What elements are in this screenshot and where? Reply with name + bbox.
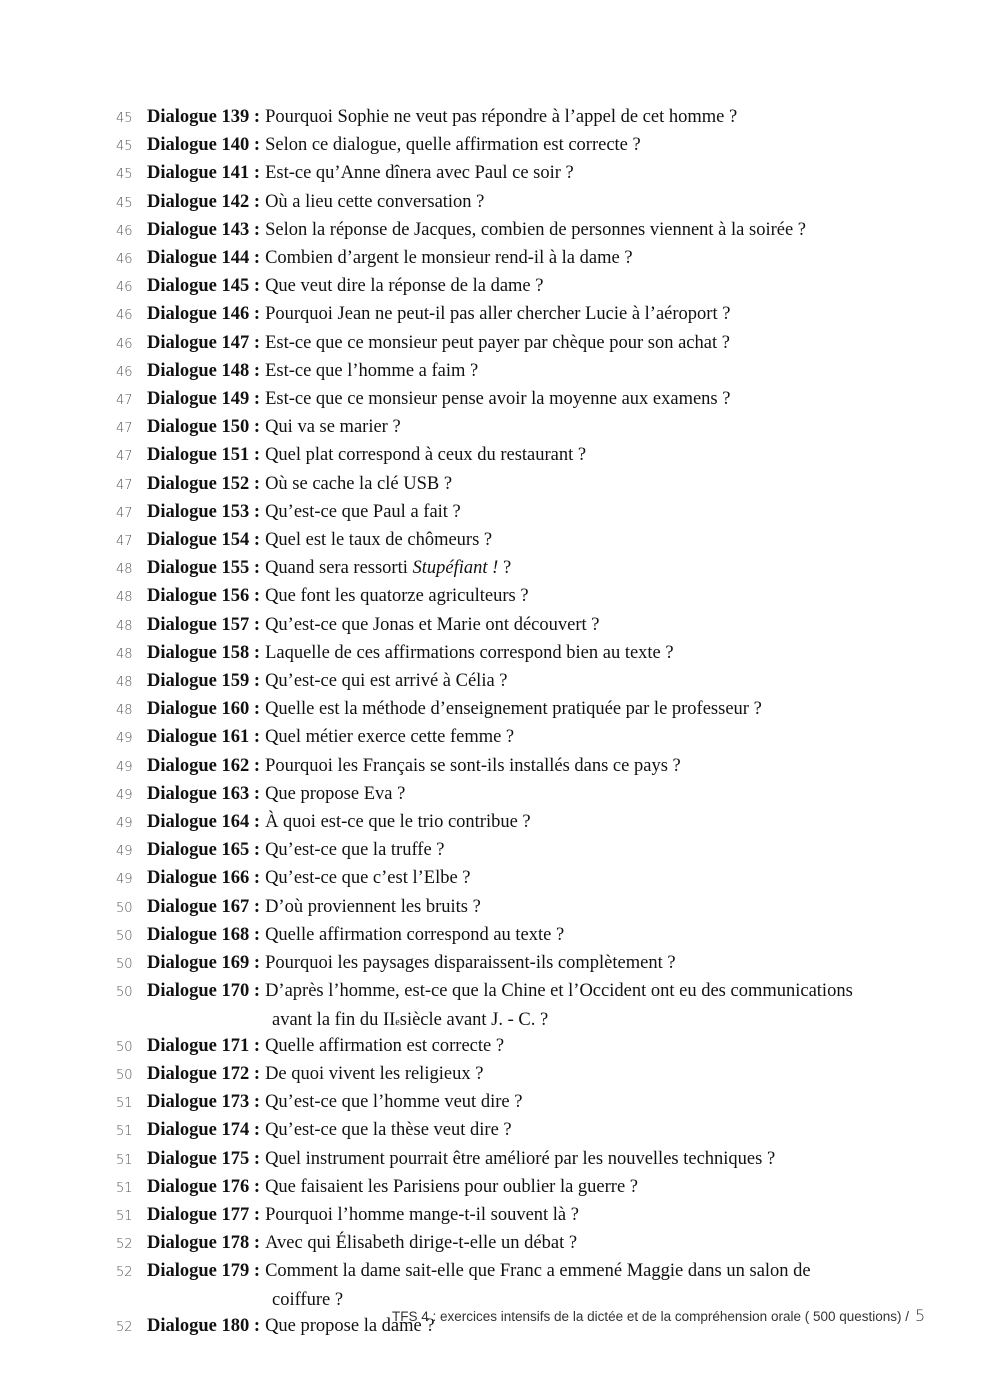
dialogue-entry	[110, 273, 910, 301]
dialogue-label: Dialogue 170 :	[147, 981, 261, 1002]
page-reference: 48	[116, 618, 133, 634]
page-reference: 52	[116, 1319, 133, 1335]
dialogue-entry	[110, 696, 910, 724]
dialogue-label: Dialogue 163 :	[147, 783, 261, 804]
dialogue-question: Quel instrument pourrait être amélioré par les nouvelles techniques ?	[265, 1148, 776, 1169]
page-reference: 50	[116, 957, 133, 973]
dialogue-text	[147, 414, 401, 440]
dialogue-text	[147, 555, 511, 581]
page-reference: 47	[116, 505, 133, 521]
page-reference: 48	[116, 703, 133, 719]
page-reference: 46	[116, 364, 133, 380]
dialogue-text	[147, 922, 564, 948]
page-reference: 50	[116, 900, 133, 916]
page-reference: 49	[116, 787, 133, 803]
dialogue-text	[147, 837, 445, 863]
dialogue-question: Quelle affirmation correspond au texte ?	[265, 924, 565, 945]
page-reference: 50	[116, 928, 133, 944]
dialogue-entry	[110, 950, 910, 978]
dialogue-label: Dialogue 158 :	[147, 642, 261, 663]
dialogue-entry	[110, 1230, 910, 1258]
dialogue-label: Dialogue 149 :	[147, 389, 261, 410]
page-reference: 48	[116, 562, 133, 578]
dialogue-text	[147, 1202, 579, 1228]
dialogue-question	[260, 1258, 811, 1284]
dialogue-label: Dialogue 156 :	[147, 586, 261, 607]
dialogue-question: Que veut dire la réponse de la dame ?	[265, 276, 544, 297]
dialogue-label: Dialogue 154 :	[147, 530, 261, 551]
dialogue-label: Dialogue 166 :	[147, 868, 261, 889]
dialogue-entry	[110, 386, 910, 414]
dialogue-question: Que font les quatorze agriculteurs ?	[265, 586, 529, 607]
dialogue-text: avant la fin du II e siècle avant J. - C. ?	[147, 1007, 548, 1033]
dialogue-text	[147, 160, 574, 186]
dialogue-text	[147, 753, 681, 779]
dialogue-text	[147, 1174, 638, 1200]
dialogue-question: Pourquoi Sophie ne veut pas répondre à l’appel de cet homme ?	[265, 107, 738, 127]
dialogue-question: Pourquoi Jean ne peut-il pas aller chercher Lucie à l’aéroport ?	[265, 304, 731, 325]
dialogue-text	[147, 724, 514, 750]
dialogue-entry	[110, 1061, 910, 1089]
dialogue-text	[147, 668, 508, 694]
dialogue-entry	[110, 922, 910, 950]
page-reference: 45	[116, 195, 133, 211]
page-reference: 51	[116, 1208, 133, 1224]
dialogue-question: Est-ce que l’homme a faim ?	[265, 360, 479, 381]
dialogue-question: Est-ce que ce monsieur pense avoir la moyenne aux examens ?	[265, 389, 731, 410]
dialogue-entry	[110, 668, 910, 696]
page-reference: 48	[116, 590, 133, 606]
dialogue-label: Dialogue 142 :	[147, 191, 261, 212]
dialogue-text	[147, 809, 531, 835]
dialogue-entry	[110, 1117, 910, 1145]
page-reference: 45	[116, 139, 133, 155]
dialogue-entry	[110, 245, 910, 273]
dialogue-text	[147, 696, 762, 722]
dialogue-text	[147, 189, 484, 215]
dialogue-entry	[110, 837, 910, 865]
dialogue-question: À quoi est-ce que le trio contribue ?	[265, 812, 531, 833]
dialogue-entry	[110, 781, 910, 809]
dialogue-question: Qu’est-ce que la truffe ?	[265, 840, 445, 861]
dialogue-text	[147, 330, 730, 356]
dialogue-question: Pourquoi les Français se sont-ils installés dans ce pays ?	[265, 755, 681, 776]
dialogue-text	[147, 1089, 522, 1115]
page-reference: 52	[116, 1237, 133, 1253]
page-reference: 51	[116, 1180, 133, 1196]
dialogue-entry	[110, 894, 910, 922]
dialogue-entry	[110, 1146, 910, 1174]
question-text: ?	[498, 558, 512, 579]
page-reference: 50	[116, 1039, 133, 1055]
dialogue-text	[147, 217, 806, 243]
dialogue-label: Dialogue 167 :	[147, 896, 261, 917]
page-reference: 51	[116, 1152, 133, 1168]
dialogue-label: Dialogue 179 :	[147, 1261, 261, 1282]
dialogue-label: Dialogue 176 :	[147, 1176, 261, 1197]
dialogue-entry	[110, 414, 910, 442]
dialogue-text	[147, 781, 405, 807]
dialogue-label: Dialogue 140 :	[147, 135, 261, 156]
dialogue-entry	[110, 640, 910, 668]
dialogue-label: Dialogue 141 :	[147, 163, 261, 184]
dialogue-text	[147, 865, 471, 891]
dialogue-entry	[110, 865, 910, 893]
dialogue-entry	[110, 612, 910, 640]
dialogue-entry	[110, 160, 910, 188]
dialogue-text	[147, 301, 730, 327]
dialogue-entry	[110, 132, 910, 160]
dialogue-question: Selon la réponse de Jacques, combien de personnes viennent à la soirée ?	[265, 219, 806, 240]
dialogue-question: Qui va se marier ?	[265, 417, 401, 438]
dialogue-label: Dialogue 180 :	[147, 1315, 261, 1336]
question-line-1: Comment la dame sait-elle que Franc a emmené Maggie dans un salon de	[265, 1261, 811, 1282]
page-reference: 47	[116, 393, 133, 409]
dialogue-entry	[110, 301, 910, 329]
dialogue-text	[147, 471, 452, 497]
question-line-1: D’après l’homme, est-ce que la Chine et l’Occident ont eu des communications	[265, 981, 853, 1002]
page-reference: 45	[116, 167, 133, 183]
dialogue-label: Dialogue 161 :	[147, 727, 261, 748]
dialogue-question: Selon ce dialogue, quelle affirmation est correcte ?	[265, 135, 641, 156]
dialogue-label: Dialogue 173 :	[147, 1092, 261, 1113]
dialogue-question: Où se cache la clé USB ?	[265, 473, 453, 494]
dialogue-entry	[110, 753, 910, 781]
dialogue-entry	[110, 330, 910, 358]
dialogue-question: Qu’est-ce que l’homme veut dire ?	[265, 1092, 523, 1113]
dialogue-question: Quelle est la méthode d’enseignement pratiquée par le professeur ?	[265, 699, 762, 720]
page-reference: 46	[116, 280, 133, 296]
dialogue-label: Dialogue 143 :	[147, 219, 261, 240]
dialogue-question: Quelle affirmation est correcte ?	[265, 1035, 505, 1056]
dialogue-text	[147, 442, 586, 468]
dialogue-question: Qu’est-ce qui est arrivé à Célia ?	[265, 671, 508, 692]
page-reference: 46	[116, 308, 133, 324]
dialogue-text	[147, 1258, 811, 1284]
dialogue-entry	[110, 1033, 910, 1061]
dialogue-label: Dialogue 172 :	[147, 1063, 261, 1084]
dialogue-label: Dialogue 144 :	[147, 248, 261, 269]
dialogue-list	[110, 104, 910, 1341]
page-reference: 49	[116, 759, 133, 775]
footer-title: TFS 4 : exercices intensifs de la dictée et de la compréhension orale ( 500 questions) /	[392, 1309, 910, 1324]
dialogue-text	[147, 1287, 343, 1313]
dialogue-label: Dialogue 178 :	[147, 1233, 261, 1254]
dialogue-question: Combien d’argent le monsieur rend-il à la dame ?	[265, 248, 633, 269]
question-title-italic: Stupéfiant !	[412, 558, 499, 579]
page-reference: 52	[116, 1265, 133, 1281]
dialogue-question: Quel est le taux de chômeurs ?	[265, 530, 493, 551]
page-reference: 51	[116, 1096, 133, 1112]
dialogue-text	[147, 1230, 577, 1256]
dialogue-question: Quel plat correspond à ceux du restaurant ?	[265, 445, 587, 466]
page-reference: 47	[116, 534, 133, 550]
dialogue-question: Laquelle de ces affirmations correspond bien au texte ?	[265, 642, 674, 663]
dialogue-entry	[110, 499, 910, 527]
dialogue-label: Dialogue 146 :	[147, 304, 261, 325]
footer-page-number: 5	[915, 1306, 926, 1325]
dialogue-entry	[110, 583, 910, 611]
dialogue-entry	[110, 1174, 910, 1202]
dialogue-question: Qu’est-ce que c’est l’Elbe ?	[265, 868, 471, 889]
page-reference: 48	[116, 675, 133, 691]
dialogue-question: Quel métier exerce cette femme ?	[265, 727, 515, 748]
dialogue-entry	[110, 1258, 910, 1286]
question-line-2: coiffure ?	[272, 1289, 344, 1310]
dialogue-label: Dialogue 169 :	[147, 953, 261, 974]
dialogue-entry	[110, 358, 910, 386]
dialogue-label: Dialogue 162 :	[147, 755, 261, 776]
question-line-2: siècle avant J. - C. ?	[399, 1009, 549, 1030]
dialogue-text	[147, 950, 676, 976]
dialogue-entry	[110, 809, 910, 837]
dialogue-question	[260, 555, 511, 581]
dialogue-text	[147, 358, 478, 384]
dialogue-label: Dialogue 151 :	[147, 445, 261, 466]
dialogue-text	[147, 640, 674, 666]
page-reference: 50	[116, 985, 133, 1001]
dialogue-entry	[110, 978, 910, 1006]
dialogue-text	[147, 1146, 775, 1172]
question-line-2: avant la fin du II	[272, 1009, 396, 1030]
dialogue-question	[260, 978, 853, 1004]
dialogue-question: Qu’est-ce que Jonas et Marie ont découvert ?	[265, 614, 600, 635]
dialogue-entry	[110, 724, 910, 752]
dialogue-question: Pourquoi les paysages disparaissent-ils complètement ?	[265, 953, 676, 974]
dialogue-text	[147, 612, 599, 638]
dialogue-question: Avec qui Élisabeth dirige-t-elle un débat ?	[265, 1233, 578, 1254]
dialogue-question: Qu’est-ce que la thèse veut dire ?	[265, 1120, 512, 1141]
page-reference: 49	[116, 816, 133, 832]
dialogue-label: Dialogue 147 :	[147, 332, 261, 353]
dialogue-label: Dialogue 153 :	[147, 501, 261, 522]
page-reference: 49	[116, 731, 133, 747]
dialogue-question: Pourquoi l’homme mange-t-il souvent là ?	[265, 1204, 579, 1225]
dialogue-question: Est-ce qu’Anne dînera avec Paul ce soir ?	[265, 163, 574, 184]
dialogue-question: Que faisaient les Parisiens pour oublier la guerre ?	[265, 1176, 639, 1197]
page-reference: 46	[116, 223, 133, 239]
dialogue-text	[147, 273, 543, 299]
dialogue-text	[147, 1033, 504, 1059]
dialogue-question: Que propose Eva ?	[265, 783, 406, 804]
dialogue-label: Dialogue 145 :	[147, 276, 261, 297]
page-reference: 47	[116, 449, 133, 465]
dialogue-entry	[110, 104, 910, 132]
dialogue-entry	[110, 555, 910, 583]
page-reference: 47	[116, 421, 133, 437]
dialogue-question: D’où proviennent les bruits ?	[265, 896, 481, 917]
dialogue-label: Dialogue 152 :	[147, 473, 261, 494]
dialogue-label: Dialogue 155 :	[147, 558, 261, 579]
dialogue-text	[147, 978, 853, 1004]
dialogue-entry	[110, 1089, 910, 1117]
page-reference: 45	[116, 111, 133, 126]
dialogue-entry	[110, 1202, 910, 1230]
page-reference: 48	[116, 646, 133, 662]
dialogue-label: Dialogue 159 :	[147, 671, 261, 692]
page-reference: 46	[116, 252, 133, 268]
dialogue-text	[147, 499, 461, 525]
dialogue-text	[147, 583, 529, 609]
dialogue-continuation	[110, 1007, 910, 1033]
dialogue-entry	[110, 471, 910, 499]
dialogue-question: Qu’est-ce que Paul a fait ?	[265, 501, 461, 522]
dialogue-entry	[110, 217, 910, 245]
dialogue-text	[147, 245, 633, 271]
dialogue-text	[147, 132, 641, 158]
dialogue-entry	[110, 442, 910, 470]
page-reference: 46	[116, 336, 133, 352]
dialogue-entry	[110, 189, 910, 217]
dialogue-label: Dialogue 148 :	[147, 360, 261, 381]
dialogue-question: Où a lieu cette conversation ?	[265, 191, 485, 212]
dialogue-label: Dialogue 177 :	[147, 1204, 261, 1225]
page-reference: 50	[116, 1067, 133, 1083]
dialogue-label: Dialogue 174 :	[147, 1120, 261, 1141]
dialogue-label: Dialogue 175 :	[147, 1148, 261, 1169]
dialogue-text	[147, 386, 730, 412]
question-text: Quand sera ressorti	[265, 558, 413, 579]
dialogue-label: Dialogue 157 :	[147, 614, 261, 635]
dialogue-question: Que propose la dame ?	[265, 1315, 435, 1336]
page-footer	[392, 1306, 925, 1325]
dialogue-text	[147, 1061, 483, 1087]
dialogue-label: Dialogue 165 :	[147, 840, 261, 861]
page-reference: 49	[116, 844, 133, 860]
dialogue-label: Dialogue 150 :	[147, 417, 261, 438]
page-reference: 51	[116, 1124, 133, 1140]
dialogue-question: Est-ce que ce monsieur peut payer par chèque pour son achat ?	[265, 332, 730, 353]
dialogue-label: Dialogue 160 :	[147, 699, 261, 720]
dialogue-label: Dialogue 164 :	[147, 812, 261, 833]
dialogue-label: Dialogue 168 :	[147, 924, 261, 945]
dialogue-label: Dialogue 139 :	[147, 107, 261, 127]
dialogue-text	[147, 104, 737, 130]
page-reference: 47	[116, 477, 133, 493]
dialogue-text	[147, 527, 492, 553]
dialogue-question: De quoi vivent les religieux ?	[265, 1063, 484, 1084]
dialogue-text	[147, 1117, 512, 1143]
dialogue-text	[147, 894, 481, 920]
dialogue-entry	[110, 527, 910, 555]
page-reference: 49	[116, 872, 133, 888]
dialogue-label: Dialogue 171 :	[147, 1035, 261, 1056]
